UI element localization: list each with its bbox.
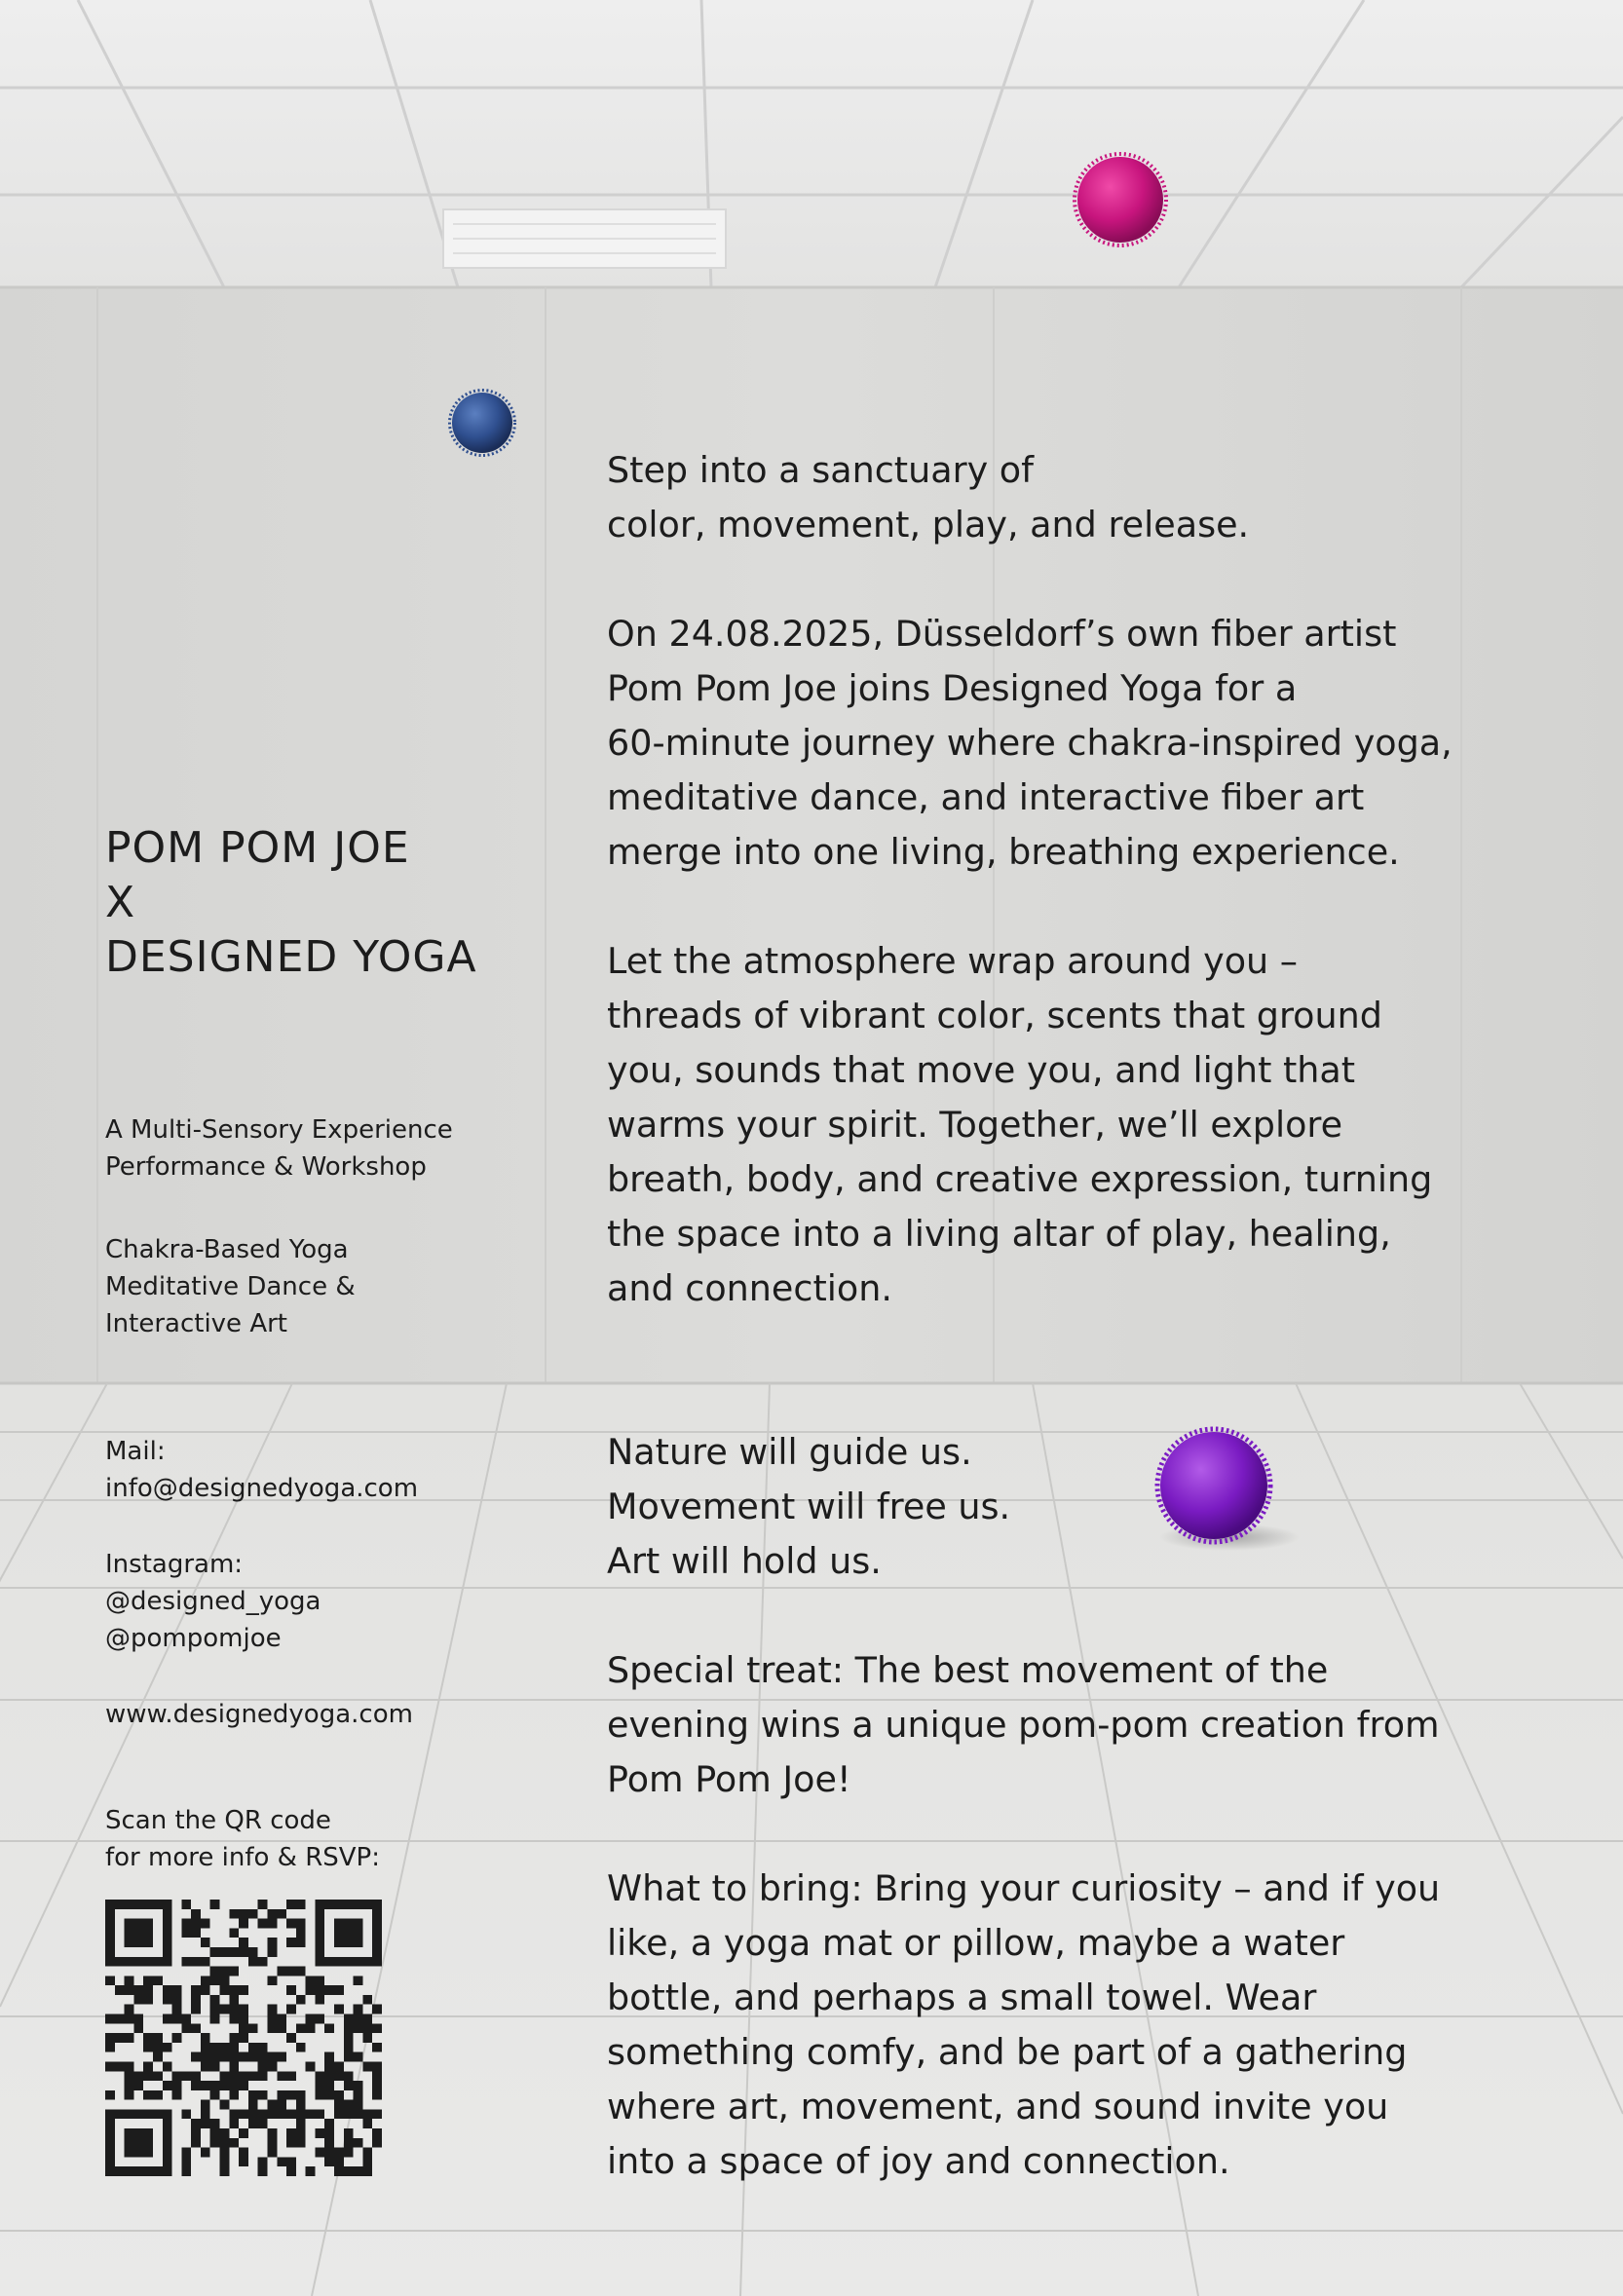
what-to-bring-line-3: bottle, and perhaps a small towel. Wear [607, 1976, 1317, 2018]
what-to-bring-line-6: into a space of joy and connection. [607, 2140, 1230, 2182]
what-to-bring-line-4: something comfy, and be part of a gathering [607, 2031, 1408, 2073]
contact-website [105, 1696, 413, 1733]
what-to-bring-line-2: like, a yoga mat or pillow, maybe a water [607, 1922, 1345, 1964]
subtitle-line-2: Performance & Workshop [105, 1152, 427, 1182]
event-line-4: meditative dance, and interactive fiber art [607, 776, 1365, 818]
program-line-2: Meditative Dance & [105, 1272, 356, 1301]
atmosphere-line-6: the space into a living altar of play, healing, [607, 1213, 1391, 1255]
atmosphere-line-5: breath, body, and creative expression, turning [607, 1158, 1433, 1200]
program-list [105, 1231, 356, 1342]
intro-line-2: color, movement, play, and release. [607, 504, 1250, 546]
pompom-blue-icon [447, 388, 517, 458]
pompom-magenta-icon [1072, 151, 1169, 248]
motto-line-2: Movement will free us. [607, 1486, 1011, 1527]
special-treat-paragraph [607, 1643, 1571, 1807]
event-subtitle [105, 1111, 453, 1186]
what-to-bring-line-1: What to bring: Bring your curiosity – and if you [607, 1867, 1441, 1909]
event-title [105, 821, 477, 985]
special-treat-line-2: evening wins a unique pom-pom creation from [607, 1704, 1440, 1746]
contact-instagram [105, 1546, 321, 1657]
event-line-5: merge into one living, breathing experience. [607, 831, 1400, 873]
mail-link[interactable]: info@designedyoga.com [105, 1474, 419, 1503]
event-paragraph [607, 607, 1571, 880]
atmosphere-paragraph [607, 934, 1571, 1316]
title-line-2: X [105, 878, 136, 927]
contact-mail [105, 1433, 418, 1507]
title-line-1: POM POM JOE [105, 823, 410, 873]
program-line-3: Interactive Art [105, 1309, 287, 1338]
what-to-bring-paragraph [607, 1862, 1571, 2189]
motto-paragraph [607, 1425, 1571, 1589]
motto-line-3: Art will hold us. [607, 1540, 882, 1582]
qr-caption [105, 1802, 380, 1876]
atmosphere-line-4: warms your spirit. Together, we’ll explore [607, 1104, 1343, 1146]
instagram-handle-pompomjoe[interactable]: @pompomjoe [105, 1624, 282, 1653]
atmosphere-line-1: Let the atmosphere wrap around you – [607, 940, 1299, 982]
intro-line-1: Step into a sanctuary of [607, 449, 1034, 491]
website-link[interactable]: www.designedyoga.com [105, 1700, 413, 1729]
instagram-label: Instagram: [105, 1550, 244, 1579]
atmosphere-line-7: and connection. [607, 1267, 892, 1309]
motto-line-1: Nature will guide us. [607, 1431, 972, 1473]
special-treat-line-1: Special treat: The best movement of the [607, 1649, 1329, 1691]
program-line-1: Chakra-Based Yoga [105, 1235, 349, 1264]
instagram-handle-designed-yoga[interactable]: @designed_yoga [105, 1587, 321, 1616]
special-treat-line-3: Pom Pom Joe! [607, 1758, 851, 1800]
qr-code-icon[interactable] [105, 1900, 382, 2176]
subtitle-line-1: A Multi-Sensory Experience [105, 1115, 453, 1145]
intro-paragraph [607, 443, 1571, 552]
what-to-bring-line-5: where art, movement, and sound invite you [607, 2086, 1389, 2127]
qr-caption-line-2: for more info & RSVP: [105, 1843, 380, 1872]
atmosphere-line-2: threads of vibrant color, scents that ground [607, 995, 1382, 1036]
title-line-3: DESIGNED YOGA [105, 932, 477, 982]
qr-caption-line-1: Scan the QR code [105, 1806, 331, 1835]
event-line-1: On 24.08.2025, Düsseldorf’s own fiber artist [607, 613, 1397, 655]
event-line-3: 60-minute journey where chakra-inspired yoga, [607, 722, 1453, 764]
event-line-2: Pom Pom Joe joins Designed Yoga for a [607, 667, 1298, 709]
atmosphere-line-3: you, sounds that move you, and light that [607, 1049, 1356, 1091]
mail-label: Mail: [105, 1437, 166, 1466]
